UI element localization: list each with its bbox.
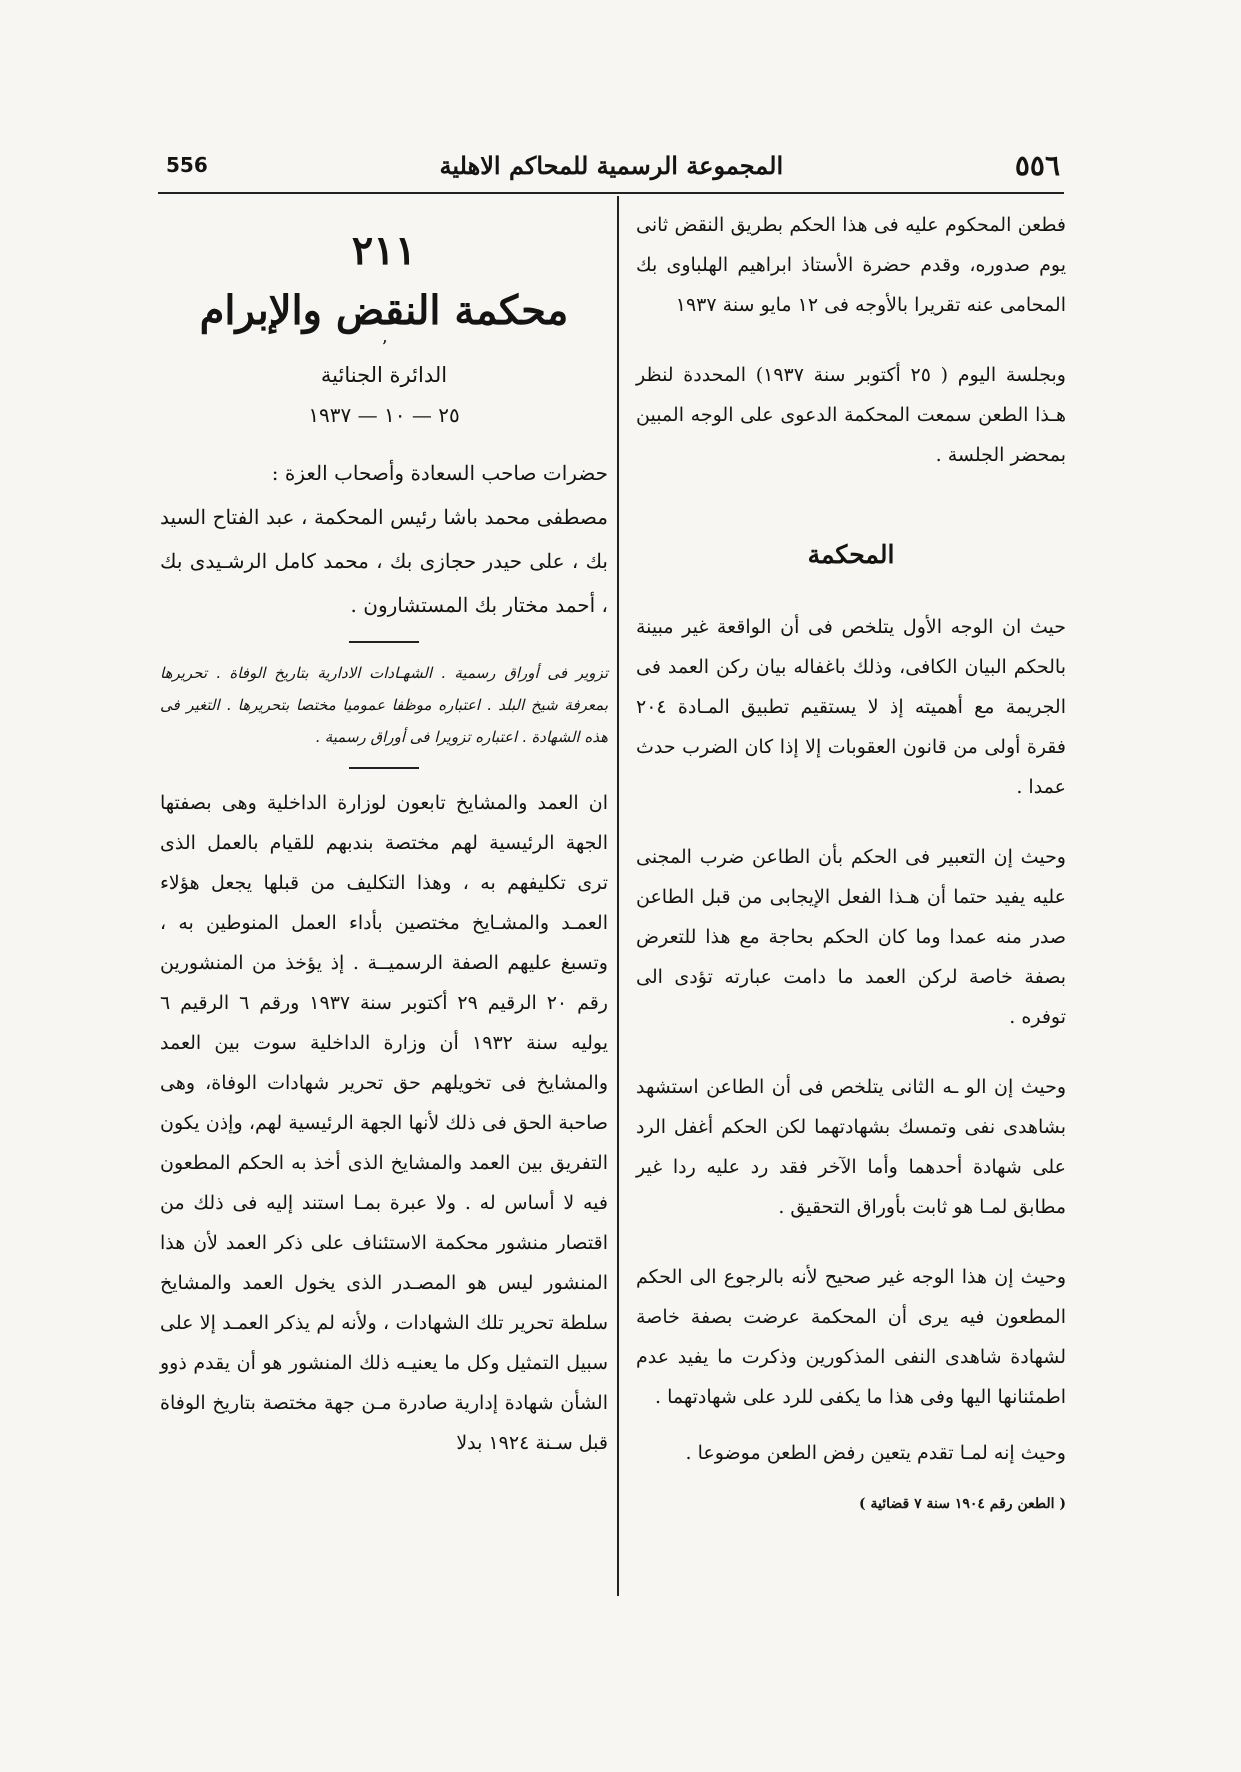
judges-intro: حضرات صاحب السعادة وأصحاب العزة : (271, 461, 608, 485)
right-column (636, 205, 1066, 1519)
judgment-date: ٢٥ — ١٠ — ١٩٣٧ (308, 403, 460, 427)
paragraph-appeal-filed: فطعن المحكوم عليه فى هذا الحكم بطريق النقض ثانى يوم صدوره، وقدم حضرة الأستاذ ابراهيم الهلباوى بك المحامى عنه تقريرا بالأوجه فى ١٢ مايو سنة ١٩٣٧ (636, 214, 1066, 316)
column-divider (617, 196, 619, 1596)
header-rule (158, 192, 1064, 194)
case-summary: تزوير فى أوراق رسمية . الشهـادات الادارية بتاريخ الوفاة . تحريرها بمعرفة شيخ البلد . اعتباره موظفا عموميا مختصا بتحريرها . التغير فى هذه الشهادة . اعتباره تزويرا فى أوراق رسمية . (160, 664, 608, 746)
left-column (160, 205, 608, 1463)
paragraph-first-reply: وحيث إن التعبير فى الحكم بأن الطاعن ضرب المجنى عليه يفيد حتما أن هـذا الفعل الإيجابى من قبل الطاعن صدر منه عمدا وما كان الحكم بحاجة مع هذا للتعرض بصفة خاصة لركن العمد ما دامت عبارته تؤدى الى توفره . (636, 846, 1066, 1028)
paragraph-first-ground: حيث ان الوجه الأول يتلخص فى أن الواقعة غير مبينة بالحكم البيان الكافى، وذلك باغفاله بيان ركن العمد فى الجريمة مع أهميته إذ لا يستقيم تطبيق المـادة ٢٠٤ فقرة أولى من قانون العقوبات إلا إذا كان الضرب حدث عمدا . (636, 616, 1066, 798)
paragraph-second-reply: وحيث إن هذا الوجه غير صحيح لأنه بالرجوع الى الحكم المطعون فيه يرى أن المحكمة عرضت بصفة خاصة لشهادة شاهدى النفى المذكورين وذكرت ما يفيد عدم اطمئنانها اليها وفى هذا ما يكفى للرد على شهادتهما . (636, 1266, 1066, 1408)
section-heading-court: المحكمة (807, 540, 895, 569)
paragraph-principle: ان العمد والمشايخ تابعون لوزارة الداخلية وهى بصفتها الجهة الرئيسية لهم مختصة بندبهم للقيام بالعمل الذى ترى تكليفهم به ، وهذا التكليف من قبلها يجعل هؤلاء العمـد والمشـايخ مختصين بأداء العمل المنوطين به ، وتسبغ عليهم الصفة الرسميــة . إذ يؤخذ من المنشورين رقم ٢٠ الرقيم ٢٩ أكتوبر سنة ١٩٣٧ ورقم ٦ الرقيم ٦ يوليه سنة ١٩٣٢ أن وزارة الداخلية سوت بين العمد والمشايخ فى تخويلهم حق تحرير شهادات الوفاة، وهى صاحبة الحق فى ذلك لأنها الجهة الرئيسية لهم، وإذن يكون التفريق بين العمد والمشايخ الذى أخذ به الحكم المطعون فيه لا أساس له . ولا عبرة بمـا استند إليه فى ذلك من اقتصار منشور محكمة الاستئناف على ذكر العمد لأن هذا المنشور ليس هو المصـدر الذى يخول العمد والمشايخ سلطة تحرير تلك الشهادات ، ولأنه لم يذكر العمـد إلا على سبيل التمثيل وكل ما يعنيـه ذلك المنشور هو أن يقدم ذوو الشأن شهادة إدارية صادرة مـن جهة مختصة بتاريخ الوفاة قبل سـنة ١٩٢٤ بدلا (160, 792, 608, 1454)
page-header (160, 142, 1060, 188)
paragraph-second-ground: وحيث إن الو ـه الثانى يتلخص فى أن الطاعن استشهد بشاهدى نفى وتمسك بشهادتهما لكن الحكم أغفل الرد على شهادة أحدهما وأما الآخر فقد رد عليه ردا غير مطابق لمـا هو ثابت بأوراق التحقيق . (636, 1076, 1066, 1218)
paragraph-conclusion: وحيث إنه لمـا تقدم يتعين رفض الطعن موضوعا . (685, 1442, 1066, 1464)
case-reference-note: ( الطعن رقم ١٩٠٤ سنة ٧ قضائية ) (858, 1496, 1066, 1512)
decorative-tick: ʼ (381, 337, 387, 358)
running-title: المجموعة الرسمية للمحاكم الاهلية (439, 150, 784, 180)
judges-list: مصطفى محمد باشا رئيس المحكمة ، عبد الفتاح السيد بك ، على حيدر حجازى بك ، محمد كامل الرشـيدى بك ، أحمد مختار بك المستشارون . (160, 505, 608, 617)
page-number-arabic: ٥٥٦ (1014, 148, 1060, 182)
court-name: محكمة النقض والإبرام (199, 287, 569, 334)
chamber-name: الدائرة الجنائية (320, 363, 448, 387)
paragraph-hearing: وبجلسة اليوم ( ٢٥ أكتوبر سنة ١٩٣٧) المحددة لنظر هـذا الطعن سمعت المحكمة الدعوى على الوجه المبين بمحضر الجلسة . (636, 364, 1066, 466)
separator-rule (349, 767, 419, 769)
separator-rule (349, 641, 419, 643)
case-number: ٢١١ (351, 227, 417, 274)
page-number-latin: 556 (166, 153, 208, 177)
